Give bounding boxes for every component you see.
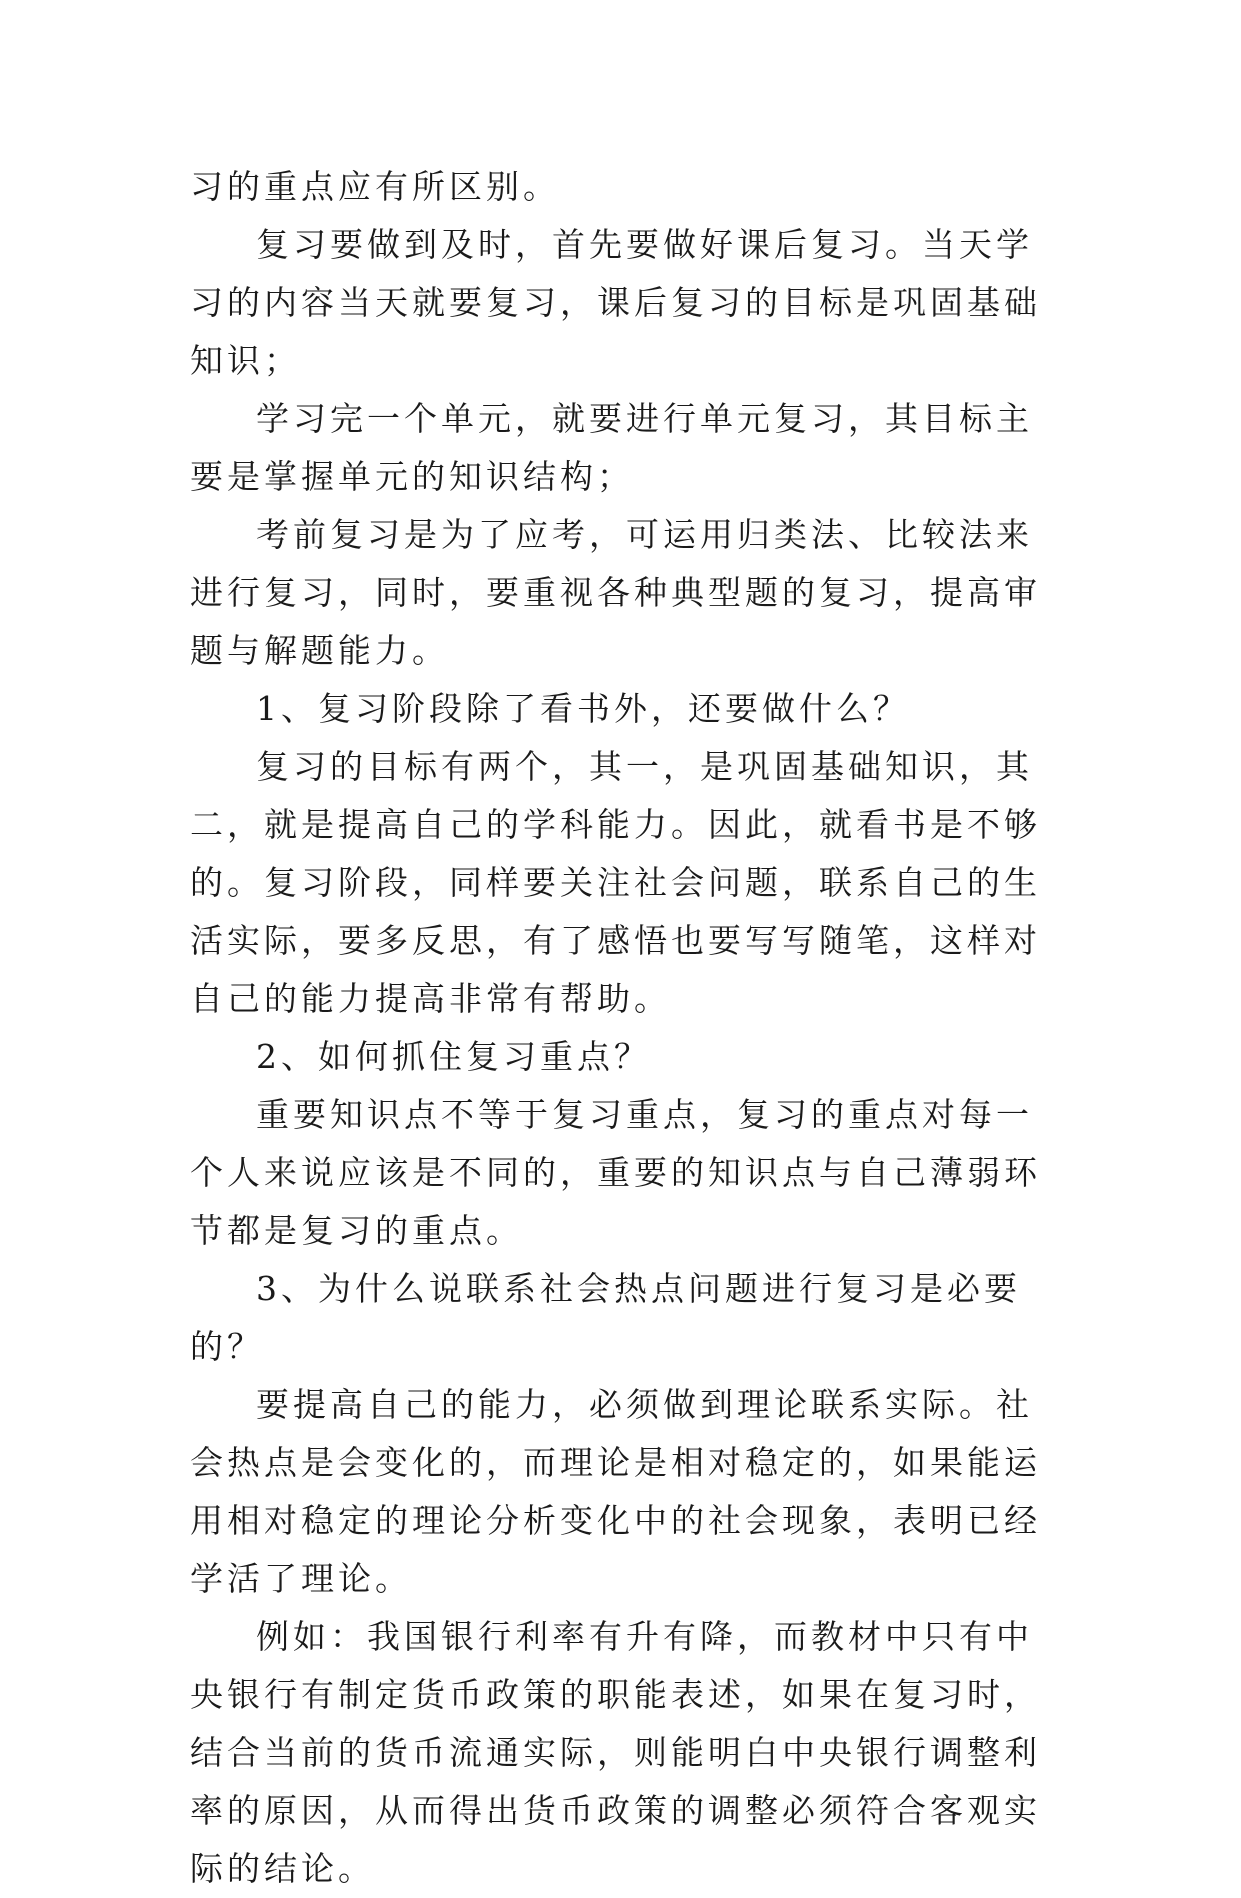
paragraph-timely-review: 复习要做到及时，首先要做好课后复习。当天学习的内容当天就要复习，课后复习的目标是巩固基础知识； xyxy=(190,225,1041,380)
question-heading-2: 2、如何抓住复习重点？ xyxy=(256,1037,651,1076)
paragraph-continuation: 习的重点应有所区别。 xyxy=(190,167,560,206)
question-heading-1: 1、复习阶段除了看书外，还要做什么？ xyxy=(256,689,910,728)
answer-paragraph-2: 重要知识点不等于复习重点，复习的重点对每一个人来说应该是不同的，重要的知识点与自己薄弱环节都是复习的重点。 xyxy=(190,1095,1041,1250)
paragraph-exam-review: 考前复习是为了应考，可运用归类法、比较法来进行复习，同时，要重视各种典型题的复习，提高审题与解题能力。 xyxy=(190,515,1041,670)
answer-paragraph-1: 复习的目标有两个，其一，是巩固基础知识，其二，就是提高自己的学科能力。因此，就看书是不够的。复习阶段，同样要关注社会问题，联系自己的生活实际，要多反思，有了感悟也要写写随笔，这样对自己的能力提高非常有帮助。 xyxy=(190,747,1041,1018)
example-paragraph: 例如：我国银行利率有升有降，而教材中只有中央银行有制定货币政策的职能表述，如果在复习时，结合当前的货币流通实际，则能明白中央银行调整利率的原因，从而得出货币政策的调整必须符合客观实际的结论。 xyxy=(190,1617,1041,1888)
answer-paragraph-3: 要提高自己的能力，必须做到理论联系实际。社会热点是会变化的，而理论是相对稳定的，如果能运用相对稳定的理论分析变化中的社会现象，表明已经学活了理论。 xyxy=(190,1385,1041,1598)
document-body xyxy=(190,158,1060,1898)
question-heading-3: 3、为什么说联系社会热点问题进行复习是必要的？ xyxy=(190,1269,1021,1366)
paragraph-unit-review: 学习完一个单元，就要进行单元复习，其目标主要是掌握单元的知识结构； xyxy=(190,399,1033,496)
